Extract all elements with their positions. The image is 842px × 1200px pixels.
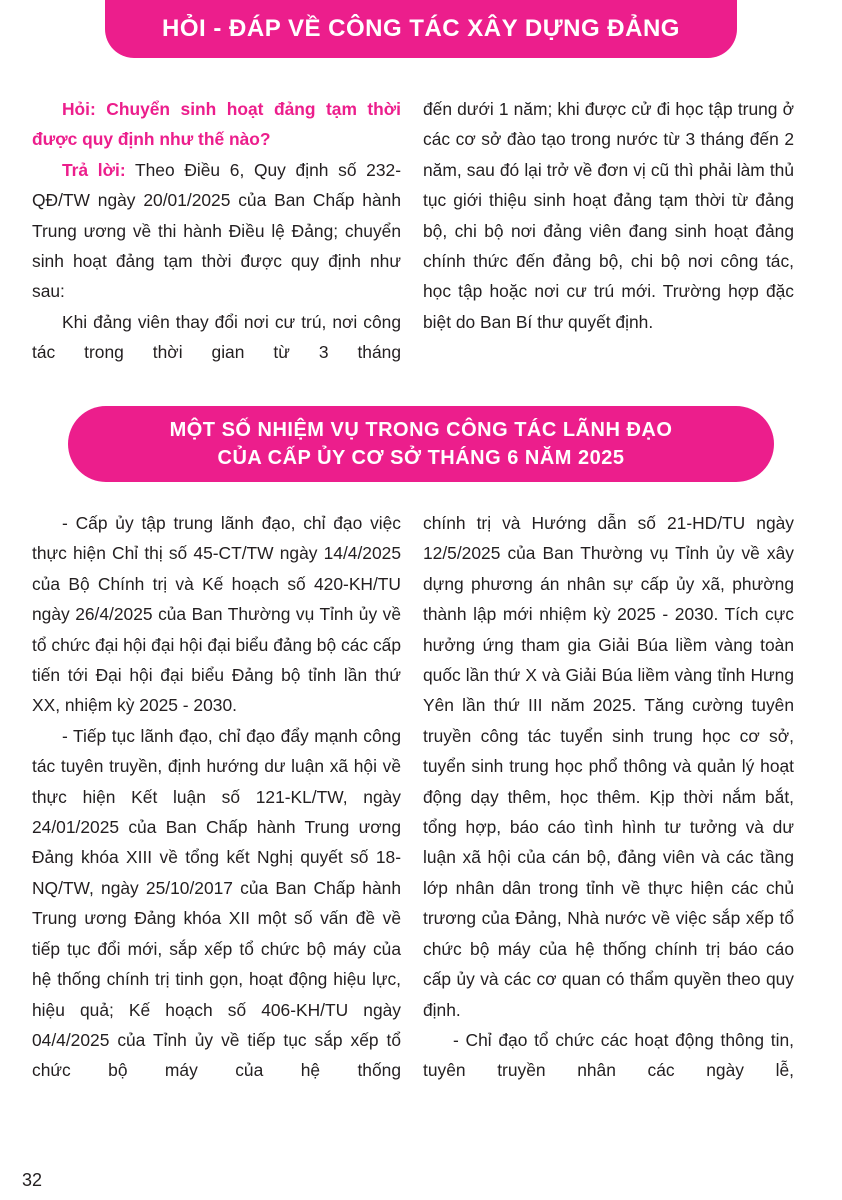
task-paragraph-1: - Cấp ủy tập trung lãnh đạo, chỉ đạo việc thực hiện Chỉ thị số 45-CT/TW ngày 14/4/2025 của Bộ Chính trị và Kế hoạch số 420-KH/TU ngày 26/4/2025 của Ban Thường vụ Tỉnh ủy về tổ chức đại hội đại hội đại biểu đảng bộ các cấp tiến tới Đại hội đại biểu Đảng bộ tỉnh lần thứ XX, nhiệm kỳ 2025 - 2030. [32, 513, 401, 716]
answer-text: Theo Điều 6, Quy định số 232-QĐ/TW ngày 20/01/2025 của Ban Chấp hành Trung ương về thi hành Điều lệ Đảng; chuyển sinh hoạt đảng tạm thời được quy định như sau: [32, 159, 401, 302]
section2-title-banner [68, 406, 774, 482]
section2-title-line1: MỘT SỐ NHIỆM VỤ TRONG CÔNG TÁC LÃNH ĐẠO [169, 419, 673, 441]
section2-column-left [32, 508, 401, 1086]
page-number: 32 [22, 1170, 43, 1190]
section1-column-left [32, 94, 401, 368]
answer-paragraph-2-continued: đến dưới 1 năm; khi được cử đi học tập trung ở các cơ sở đào tạo trong nước từ 3 tháng đến 2 năm, sau đó lại trở về đơn vị cũ thì phải làm thủ tục giới thiệu sinh hoạt đảng tạm thời từ đảng bộ, chi bộ nơi đảng viên đang sinh hoạt đảng chính thức đến đảng bộ, chi bộ nơi công tác, học tập hoặc nơi cư trú mới. Trường hợp đặc biệt do Ban Bí thư quyết định. [423, 99, 794, 332]
task-paragraph-2-continued: chính trị và Hướng dẫn số 21-HD/TU ngày 12/5/2025 của Ban Thường vụ Tỉnh ủy về xây dựng phương án nhân sự cấp ủy xã, phường thành lập mới nhiệm kỳ 2025 - 2030. Tích cực hưởng ứng tham gia Giải Búa liềm vàng toàn quốc lần thứ X và Giải Búa liềm vàng tỉnh Hưng Yên lần thứ III năm 2025. Tăng cường tuyên truyền công tác tuyển sinh trung học cơ sở, tuyển sinh trung học phổ thông và quản lý hoạt động dạy thêm, học thêm. Kịp thời nắm bắt, tổng hợp, báo cáo tình hình tư tưởng và dư luận xã hội của cán bộ, đảng viên và các tầng lớp nhân dân trong tỉnh về thực hiện các chủ trương của Đảng, Nhà nước về việc sắp xếp tổ chức bộ máy của hệ thống chính trị báo cáo cấp ủy và các cơ quan có thẩm quyền theo quy định. [423, 513, 794, 1020]
section2-title-line2: CỦA CẤP ỦY CƠ SỞ THÁNG 6 NĂM 2025 [217, 447, 625, 469]
section1-column-right [423, 94, 794, 337]
question-text: Hỏi: Chuyển sinh hoạt đảng tạm thời được quy định như thế nào? [32, 99, 401, 150]
section1-title: HỎI - ĐÁP VỀ CÔNG TÁC XÂY DỰNG ĐẢNG [162, 15, 680, 42]
task-paragraph-3: - Chỉ đạo tổ chức các hoạt động thông tin, tuyên truyền nhân các ngày lễ, [423, 1029, 794, 1081]
answer-label: Trả lời: [62, 159, 126, 180]
answer-paragraph-2: Khi đảng viên thay đổi nơi cư trú, nơi công tác trong thời gian từ 3 tháng [32, 311, 401, 363]
answer-paragraph [32, 155, 401, 307]
section2-column-right [423, 508, 794, 1086]
section1-title-banner [105, 0, 737, 58]
task-paragraph-2: - Tiếp tục lãnh đạo, chỉ đạo đẩy mạnh công tác tuyên truyền, định hướng dư luận xã hội về thực hiện Kết luận số 121-KL/TW, ngày 24/01/2025 của Ban Chấp hành Trung ương Đảng khóa XIII về tổng kết Nghị quyết số 18-NQ/TW, ngày 25/10/2017 của Ban Chấp hành Trung ương Đảng khóa XII một số vấn đề về tiếp tục đổi mới, sắp xếp tổ chức bộ máy của hệ thống chính trị tinh gọn, hoạt động hiệu lực, hiệu quả; Kế hoạch số 406-KH/TU ngày 04/4/2025 của Tỉnh ủy về tiếp tục sắp xếp tổ chức bộ máy của hệ thống [32, 725, 401, 1081]
